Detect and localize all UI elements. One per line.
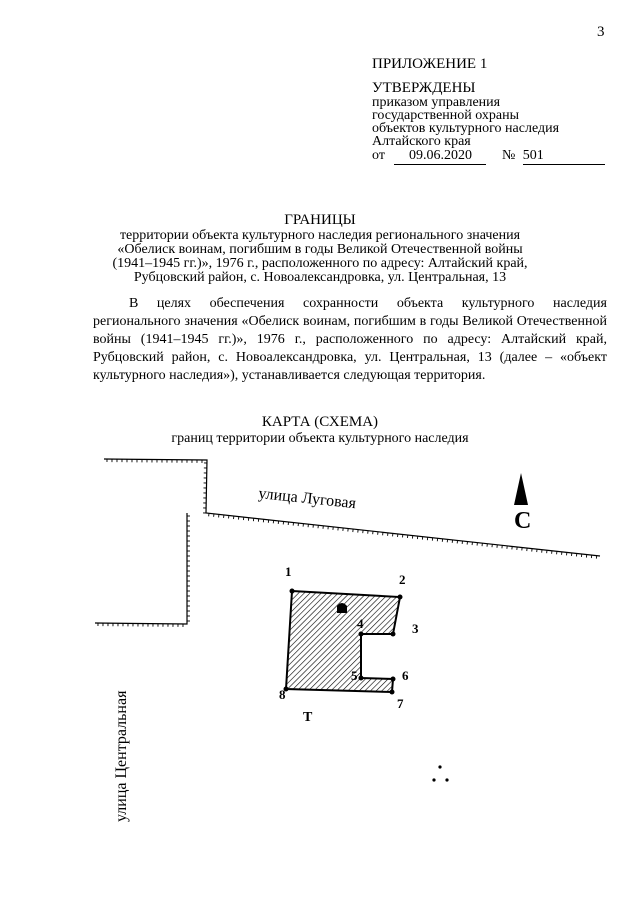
order-number: 501 — [523, 148, 605, 165]
map-subtitle: границ территории объекта культурного наследия — [171, 431, 469, 446]
body-paragraph — [93, 295, 607, 385]
order-line: приказом управления — [372, 95, 501, 110]
point-label: 8 — [279, 687, 286, 702]
boundaries-subtitle-line: «Обелиск воинам, погибшим в годы Великой Отечественной войны — [117, 242, 523, 257]
street-lugovaya-label: улица Луговая — [257, 485, 357, 513]
north-label: С — [514, 508, 532, 534]
appendix-label: ПРИЛОЖЕНИЕ 1 — [372, 56, 488, 72]
map-title: КАРТА (СХЕМА) — [261, 414, 379, 430]
boundaries-title: ГРАНИЦЫ — [284, 212, 356, 228]
point-label: 4 — [357, 616, 364, 631]
territory-label: Т — [303, 710, 313, 725]
order-line: государственной охраны — [372, 108, 520, 123]
obelisk-icon — [337, 603, 347, 613]
map-dots — [432, 765, 448, 781]
point-label: 2 — [399, 572, 406, 587]
body-paragraph-text: В целях обеспечения сохранности объекта культурного наследия регионального значения «Обелиск воинам, погибшим в годы Великой Отечественной войны (1941–1945 гг.)», 1976 г., расположенного по адресу: Алтайский край, Рубцовский район, с. Новоалександровка, ул. Центральная, 13 (далее – «объект культурного наследия»), устанавливается следующая территория. — [93, 296, 607, 383]
point-label: 5 — [351, 668, 358, 683]
number-prefix: № — [501, 148, 516, 163]
point-label: 3 — [412, 621, 419, 636]
north-arrow-icon — [514, 473, 528, 505]
order-line: объектов культурного наследия — [372, 121, 560, 136]
point-label: 6 — [402, 668, 409, 683]
street-centralnaya-label: улица Центральная — [113, 690, 130, 822]
boundaries-subtitle-line: (1941–1945 гг.)», 1976 г., расположенного по адресу: Алтайский край, — [112, 256, 528, 271]
territory-map — [0, 450, 640, 870]
order-line: Алтайского края — [372, 134, 471, 149]
approved-label: УТВЕРЖДЕНЫ — [372, 80, 476, 96]
boundaries-subtitle-line: территории объекта культурного наследия регионального значения — [119, 228, 521, 243]
point-label: 1 — [285, 564, 292, 579]
point-label: 7 — [397, 696, 404, 711]
page-number: 3 — [597, 24, 605, 40]
order-date: 09.06.2020 — [394, 148, 486, 165]
boundaries-subtitle-line: Рубцовский район, с. Новоалександровка, ул. Центральная, 13 — [133, 270, 507, 285]
order-date-row — [372, 148, 605, 165]
date-prefix: от — [372, 148, 385, 163]
